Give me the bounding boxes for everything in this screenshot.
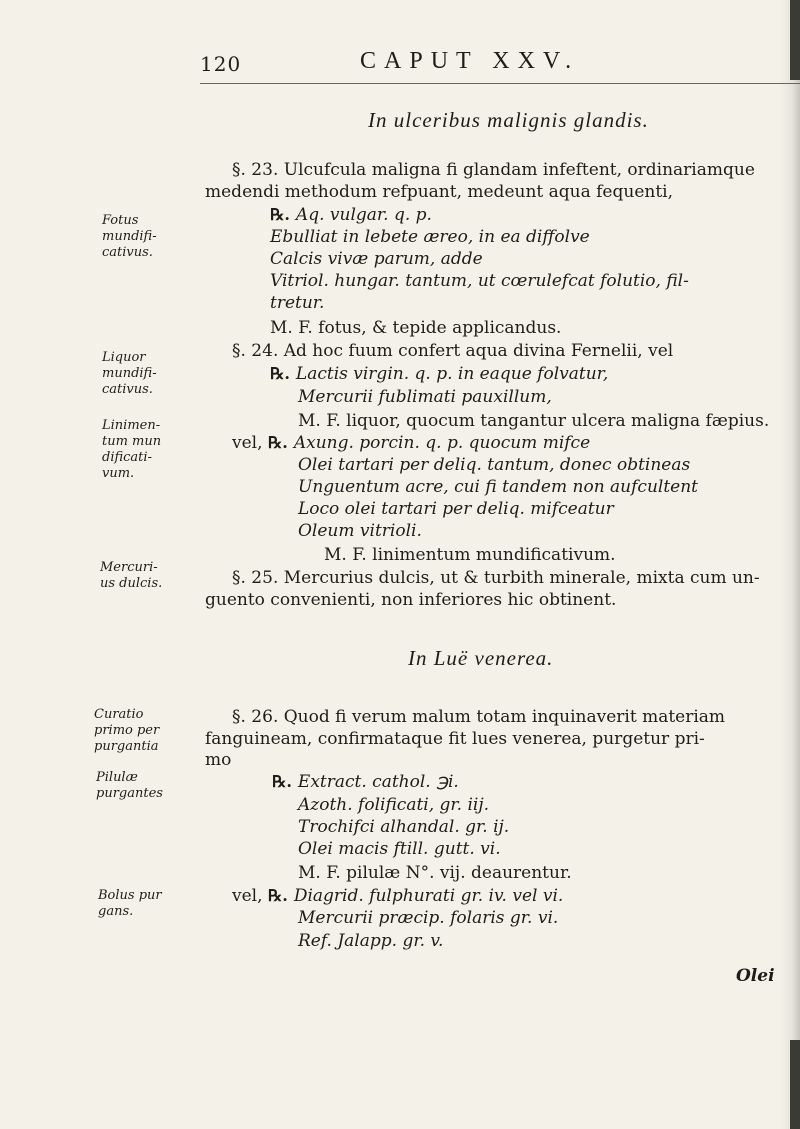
recipe-sign: ℞. (267, 433, 288, 452)
paragraph-24: §. 24. Ad hoc fuum confert aqua divina Fernelii, vel (232, 341, 674, 361)
recipe-4-line-1: ℞. Extract. cathol. ℈i. (272, 772, 459, 792)
paragraph-26-line-1: §. 26. Quod fi verum malum totam inquinaverit materiam (232, 707, 726, 727)
running-title: CAPUT XXV. (360, 48, 580, 74)
margin-note-mercurius: Mercuri- us dulcis. (100, 560, 163, 591)
recipe-3-line-2: Olei tartari per deliq. tantum, donec obtineas (298, 455, 691, 475)
recipe-2-line-1: ℞. Lactis virgin. q. p. in eaque folvatur, (270, 364, 609, 384)
recipe-3-line-3: Unguentum acre, cui fi tandem non aufcultent (298, 477, 698, 497)
recipe-3-line-1: vel, ℞. Axung. porcin. q. p. quocum mifce (232, 433, 591, 453)
recipe-3-line-4: Loco olei tartari per deliq. mifceatur (298, 499, 614, 519)
paragraph-23-line-2: medendi methodum refpuant, medeunt aqua fequenti, (205, 182, 674, 202)
recipe-3-mf: M. F. linimentum mundificativum. (324, 545, 616, 565)
recipe-sign: ℞. (267, 886, 288, 905)
page-edge-dark-bottom (790, 1040, 800, 1129)
recipe-2-line-2: Mercurii fublimati pauxillum, (298, 387, 552, 407)
paragraph-25-line-1: §. 25. Mercurius dulcis, ut & turbith minerale, mixta cum un- (232, 568, 760, 588)
margin-note-curatio: Curatio primo per purgantia (94, 707, 160, 754)
recipe-1-mf: M. F. fotus, & tepide applicandus. (270, 318, 562, 338)
recipe-1-line-2: Ebulliat in lebete æreo, in ea diffolve (270, 227, 590, 247)
catchword: Olei (736, 966, 775, 986)
recipe-4-line-4: Olei macis ftill. gutt. vi. (298, 839, 501, 859)
page-edge-dark-top (790, 0, 800, 80)
recipe-1-line-1: ℞. Aq. vulgar. q. p. (270, 205, 432, 225)
page-edge-shadow (780, 0, 800, 1129)
recipe-sign: ℞. (270, 364, 290, 383)
recipe-5-line-1: vel, ℞. Diagrid. fulphurati gr. iv. vel vi. (232, 886, 564, 906)
section-title-ulceribus: In ulceribus malignis glandis. (368, 108, 649, 132)
margin-note-liquor: Liquor mundifi- cativus. (102, 350, 157, 397)
header-rule (200, 83, 800, 84)
margin-note-fotus: Fotus mundifi- cativus. (102, 213, 157, 260)
recipe-1-line-5: tretur. (270, 293, 325, 313)
recipe-1-line-3: Calcis vivæ parum, adde (270, 249, 483, 269)
paragraph-26-line-3: mo (205, 750, 232, 770)
margin-note-pilulae: Pilulæ purgantes (96, 770, 163, 801)
page-number: 120 (200, 52, 242, 76)
paragraph-26-line-2: fanguineam, confirmataque fit lues venerea, purgetur pri- (205, 729, 705, 749)
margin-note-linimentum: Linimen- tum mun dificati- vum. (102, 418, 162, 481)
paragraph-25-line-2: guento convenienti, non inferiores hic obtinent. (205, 590, 617, 610)
recipe-3-line-5: Oleum vitrioli. (298, 521, 422, 541)
section-title-lue-venerea: In Luë venerea. (408, 646, 554, 670)
recipe-1-line-4: Vitriol. hungar. tantum, ut cœrulefcat folutio, fil- (270, 271, 689, 291)
recipe-2-mf: M. F. liquor, quocum tangantur ulcera maligna fæpius. (298, 411, 770, 431)
recipe-4-line-2: Azoth. folificati, gr. iij. (298, 795, 490, 815)
recipe-5-line-2: Mercurii præcip. folaris gr. vi. (298, 908, 559, 928)
recipe-4-mf: M. F. pilulæ N°. vij. deaurentur. (298, 863, 572, 883)
paragraph-23-line-1: §. 23. Ulcufcula maligna fi glandam infeftent, ordinariamque (232, 160, 755, 180)
recipe-sign: ℞. (272, 772, 292, 791)
recipe-sign: ℞. (270, 205, 290, 224)
margin-note-bolus: Bolus pur gans. (98, 888, 162, 919)
recipe-4-line-3: Trochifci alhandal. gr. ij. (298, 817, 510, 837)
recipe-5-line-3: Ref. Jalapp. gr. v. (298, 931, 444, 951)
